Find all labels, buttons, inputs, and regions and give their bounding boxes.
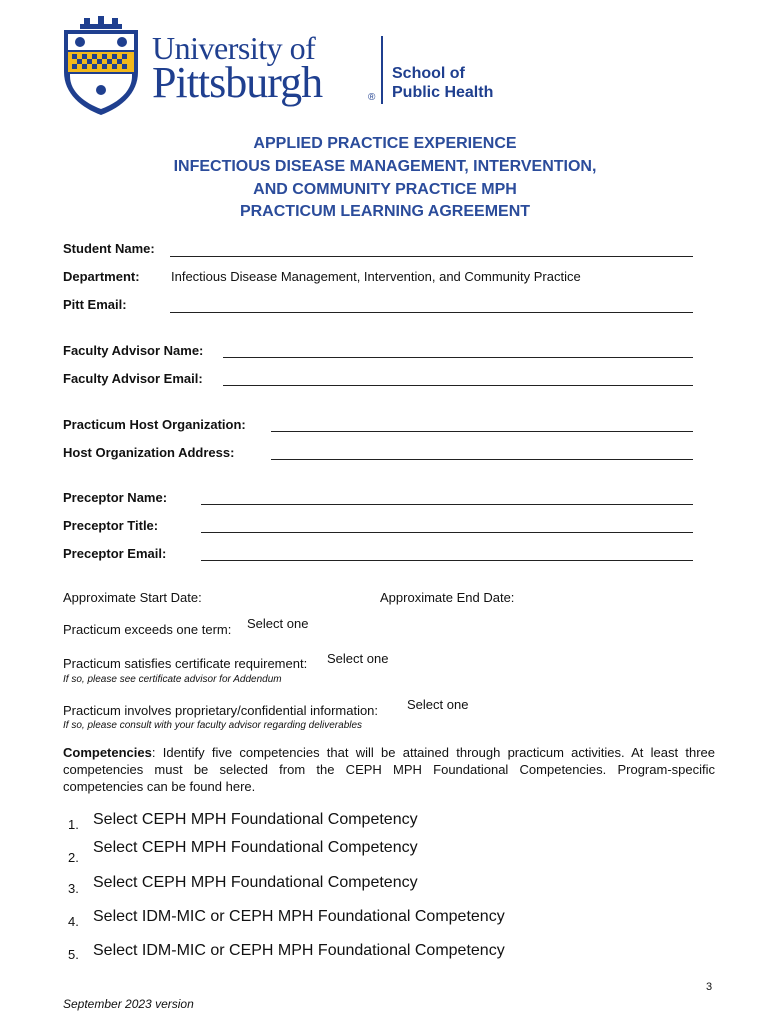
competency-select-4[interactable]: Select IDM-MIC or CEPH MPH Foundational Competency	[93, 908, 505, 925]
faculty-advisor-email-label: Faculty Advisor Email:	[63, 371, 203, 386]
competency-select-5[interactable]: Select IDM-MIC or CEPH MPH Foundational Competency	[93, 942, 505, 959]
competency-number: 1.	[68, 817, 79, 832]
host-address-field[interactable]	[271, 459, 693, 460]
document-title-line1: APPLIED PRACTICE EXPERIENCE	[253, 135, 517, 152]
pitt-email-field[interactable]	[170, 312, 693, 313]
school-name	[392, 64, 493, 102]
competency-number: 2.	[68, 850, 79, 865]
exceeds-term-select[interactable]: Select one	[247, 616, 309, 631]
student-name-field[interactable]	[170, 256, 693, 257]
faculty-advisor-name-field[interactable]	[223, 357, 693, 358]
document-title-line3: AND COMMUNITY PRACTICE MPH	[253, 181, 517, 198]
exceeds-term-label: Practicum exceeds one term:	[63, 622, 232, 637]
preceptor-title-label: Preceptor Title:	[63, 518, 159, 533]
competencies-text: : Identify five competencies that will be attained through practicum activities. At least three competencies must be selected from the CEPH MPH Foundational Competencies. Program-specific competencies can be found here.	[63, 745, 715, 794]
proprietary-info-label: Practicum involves proprietary/confidential information:	[63, 703, 379, 718]
competency-number: 5.	[68, 947, 79, 962]
competency-number: 3.	[68, 881, 79, 896]
host-organization-label: Practicum Host Organization:	[63, 417, 246, 432]
competency-select-1[interactable]: Select CEPH MPH Foundational Competency	[93, 811, 418, 828]
certificate-requirement-label: Practicum satisfies certificate requirement:	[63, 656, 308, 671]
department-label: Department:	[63, 269, 140, 284]
school-name-line1: School of	[392, 65, 465, 82]
proprietary-note: If so, please consult with your faculty advisor regarding deliverables	[63, 720, 363, 731]
certificate-requirement-select[interactable]: Select one	[327, 651, 389, 666]
preceptor-name-label: Preceptor Name:	[63, 490, 168, 505]
logo-divider	[381, 36, 383, 104]
competency-select-3[interactable]: Select CEPH MPH Foundational Competency	[93, 874, 418, 891]
preceptor-email-label: Preceptor Email:	[63, 546, 167, 561]
end-date-label: Approximate End Date:	[380, 590, 515, 605]
university-name-line2: Pittsburgh	[152, 58, 323, 107]
competencies-heading: Competencies	[63, 745, 152, 760]
document-title-line4: PRACTICUM LEARNING AGREEMENT	[239, 203, 531, 220]
competency-number: 4.	[68, 914, 79, 929]
document-title-line2: INFECTIOUS DISEASE MANAGEMENT, INTERVENTION,	[173, 158, 597, 175]
version-note: September 2023 version	[63, 997, 194, 1011]
competencies-paragraph	[63, 744, 715, 795]
registered-mark: ®	[368, 92, 376, 103]
host-organization-field[interactable]	[271, 431, 693, 432]
certificate-note: If so, please see certificate advisor for Addendum	[63, 674, 282, 685]
university-name-line1: University of	[152, 30, 316, 66]
competency-select-2[interactable]: Select CEPH MPH Foundational Competency	[93, 839, 418, 856]
faculty-advisor-email-field[interactable]	[223, 385, 693, 386]
start-date-label: Approximate Start Date:	[63, 590, 202, 605]
faculty-advisor-name-label: Faculty Advisor Name:	[63, 343, 204, 358]
page-number: 3	[706, 981, 713, 993]
department-value: Infectious Disease Management, Intervention, and Community Practice	[171, 269, 581, 284]
student-name-label: Student Name:	[63, 241, 155, 256]
preceptor-title-field[interactable]	[201, 532, 693, 533]
preceptor-email-field[interactable]	[201, 560, 693, 561]
school-name-line2: Public Health	[392, 84, 494, 101]
pitt-email-label: Pitt Email:	[63, 297, 127, 312]
university-shield-logo	[62, 16, 140, 116]
host-address-label: Host Organization Address:	[63, 445, 235, 460]
preceptor-name-field[interactable]	[201, 504, 693, 505]
proprietary-info-select[interactable]: Select one	[407, 697, 469, 712]
